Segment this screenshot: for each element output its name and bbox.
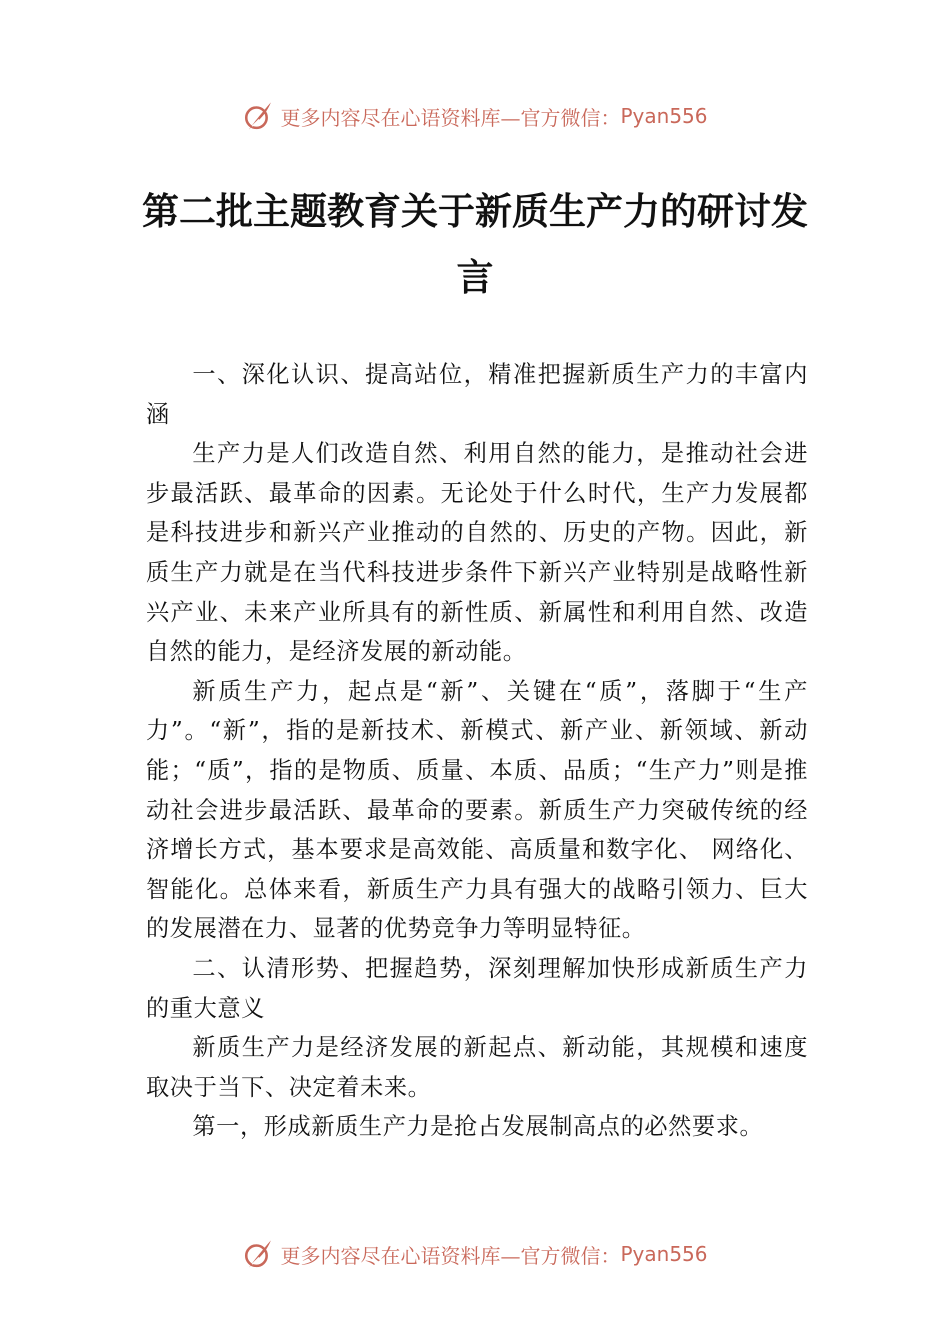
document-title: 第二批主题教育关于新质生产力的研讨发言 bbox=[142, 189, 808, 299]
document-body bbox=[146, 355, 808, 1147]
quill-pen-logo-icon bbox=[242, 1237, 276, 1271]
section-heading-2: 二、认清形势、把握趋势，深刻理解加快形成新质生产力的重大意义 bbox=[146, 954, 808, 1022]
wechat-id: Pyan556 bbox=[620, 104, 708, 128]
banner-text: 更多内容尽在心语资料库—官方微信： bbox=[280, 1243, 621, 1268]
wechat-id: Pyan556 bbox=[620, 1242, 708, 1266]
banner-text: 更多内容尽在心语资料库—官方微信： bbox=[280, 105, 621, 130]
body-paragraph: 新质生产力是经济发展的新起点、新动能，其规模和速度取决于当下、决定着未来。 bbox=[146, 1034, 808, 1101]
quill-pen-logo-icon bbox=[242, 99, 276, 133]
body-paragraph: 新质生产力，起点是“新”、关键在“质”，落脚于“生产力”。“新”，指的是新技术、新模式、新产业、新领域、新动能；“质”，指的是物质、质量、本质、品质；“生产力”则是推动社会进步最活跃、最革命的要素。新质生产力突破传统的经济增长方式，基本要求是高效能、高质量和数字化、 网络化、智能化。总体来看，新质生产力具有强大的战略引领力、巨大的发展潜在力、显著的优势竞争力等明显特征。 bbox=[146, 677, 808, 943]
body-paragraph: 第一，形成新质生产力是抢占发展制高点的必然要求。 bbox=[192, 1113, 764, 1141]
header-banner bbox=[0, 96, 950, 136]
section-heading-1: 一、深化认识、提高站位，精准把握新质生产力的丰富内涵 bbox=[146, 361, 808, 428]
body-paragraph: 生产力是人们改造自然、利用自然的能力，是推动社会进步最活跃、最革命的因素。无论处于什么时代，生产力发展都是科技进步和新兴产业推动的自然的、历史的产物。因此，新质生产力就是在当代科技进步条件下新兴产业特别是战略性新兴产业、未来产业所具有的新性质、新属性和利用自然、改造自然的能力，是经济发展的新动能。 bbox=[146, 440, 808, 666]
footer-banner bbox=[0, 1234, 950, 1274]
